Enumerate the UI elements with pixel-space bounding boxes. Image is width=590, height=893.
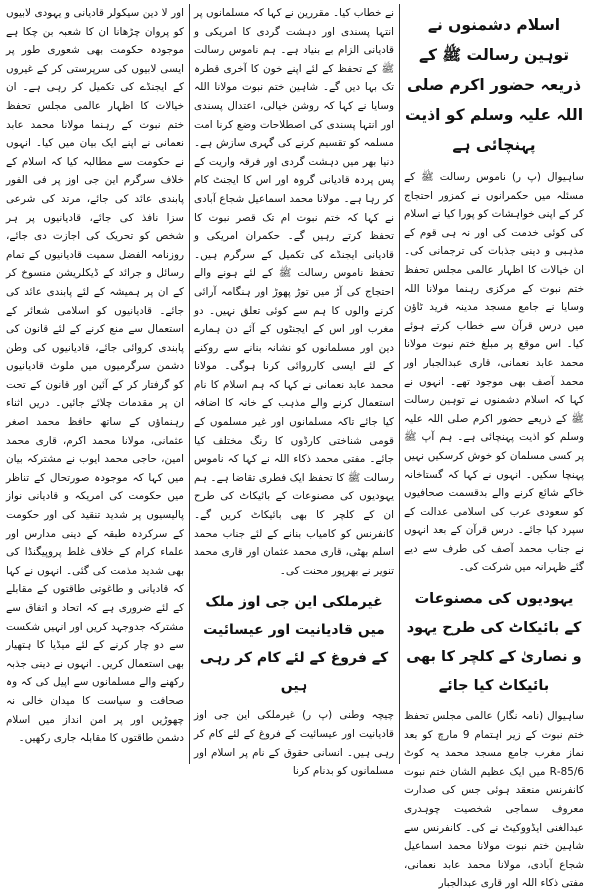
article-blasphemy-body: ساہیوال (پ ر) ناموس رسالت ﷺ کے مسئلہ میں حکمرانوں نے کمزور احتجاج کر کے اپنی خواہشات کو پورا کیا نے اسلام کی کوئی خدمت کی اور نہ ہی قوم کے مذہبی و دینی جذبات کی ترجمانی کی۔ ان خیالات کا اظہار عالمی مجلس تحفظ ختم نبوت کے مرکزی رہنما مولانا اللہ وسایا نے جامع مسجد مدینہ فرید ٹاؤن میں درس قرآن سے خطاب کرتے ہوئے کیا۔ اس موقع پر مبلغ ختم نبوت مولانا محمد عابد نعمانی، قاری عبدالجبار اور محمد آصف بھی موجود تھے۔ انہوں نے کہا کہ اسلام دشمنوں نے توہین رسالت ﷺ کے ذریعے حضور اکرم صلی اللہ علیہ وسلم کو اذیت پہنچائی ہے۔ ہم آپ ﷺ پر کسی مسلمان کو خوش کرسکیں نہیں پہنچا سکیں۔ انہوں نے کہا کہ گستاخانہ خاکے شائع کرنے والے بدقسمت صحافیوں کو سعودی عرب کی اسلامی عدالت کے سپرد کیا جائے۔ درس قرآن کے بعد انہوں نے جناب محمد آصف کی طرف سے دیے گئے ظہرانہ میں شرکت کی۔ xyxy=(404,171,584,574)
headline-blasphemy: اسلام دشمنوں نے توہین رسالت ﷺ کے ذریعہ حضور اکرم صلی اللہ علیہ وسلم کو اذیت پہنچائی ہے xyxy=(404,16,584,154)
column-divider xyxy=(189,4,190,764)
headline-ngos: غیرملکی این جی اوز ملک میں قادیانیت اور عیسائیت کے فروغ کے لئے کام کر رہی ہیں xyxy=(199,594,389,695)
article-ngos-body-continued: اور لا دین سیکولر قادیانی و یہودی لابیوں کو پروان چڑھانا ان کا شعبہ بن چکا ہے موجودہ حکومت بھی شعوری طور پر ایسی لابیوں کی سرپرستی کر کے غیروں کے ایجنڈے کی تکمیل کر رہی ہے۔ ان خیالات کا اظہار عالمی مجلس تحفظ ختم نبوت کے رہنما مولانا محمد عابد نعمانی نے اپنے ایک بیان میں کیا۔ انہوں نے حکومت سے مطالبہ کیا کہ اسلام کے خلاف سرگرم این جی اوز پر فی الفور پابندی عائد کی جائے، مرتد کی شرعی سزا نافذ کی جائے، قادیانیوں پر ہر شخص کو تحریک کی اجازت دی جائے، روزنامہ الفضل سمیت قادیانیوں کے تمام رسائل و جرائد کے ڈیکلریشن منسوخ کر کے ان پر ہمیشہ کے لئے پابندی عائد کی جائے۔ قادیانیوں کو اسلامی شعائر کے استعمال سے منع کرنے کے لئے قانون کی پابندی کروائی جائے، قادیانیوں کی وطن دشمن سرگرمیوں میں ملوث قادیانیوں کو گرفتار کر کے آئین اور قانون کے تحت ان پر مقدمات چلائے جائیں۔ دریں اثناء رہنماؤں کے ساتھ حافظ محمد اصغر عثمانی، مولانا محمد اکرم، قاری محمد امین، حاجی محمد ایوب نے مشترکہ بیان میں کہا کہ موجودہ صورتحال کے تناظر میں حکومت کی امریکہ و قادیانی نواز پالیسیوں پر شدید تنقید کی اور حکومت کے سرکردہ طبقہ کے دینی مدارس اور علماء کرام کے خلاف غلط پروپیگنڈا کی بھی شدید مذمت کی گئی۔ انہوں نے کہا کہ قادیانی و طاغوتی طاقتوں کے مقابلے کے لئے ضروری ہے کہ اتحاد و اتفاق سے مشترکہ جدوجہد کریں اور انہیں شکست سے دو چار کرنے کے لئے میڈیا کا ہتھیار بھی استعمال کریں۔ انہوں نے دینی جذبہ رکھنے والے مسلمانوں سے اپیل کی کہ وہ صحافت و سیاست کا میدان خالی نہ چھوڑیں اور پر امن انداز میں اسلام دشمن طاقتوں کا مقابلہ جاری رکھیں۔ xyxy=(6,7,184,745)
column-middle xyxy=(194,4,394,778)
column-left xyxy=(6,4,184,764)
headline-boycott: یہودیوں کی مصنوعات کے بائیکاٹ کی طرح یہود و نصاریٰ کے کلچر کا بھی بائیکاٹ کیا جائے xyxy=(406,591,582,695)
article-boycott-body-continued: نے خطاب کیا۔ مقررین نے کہا کہ مسلمانوں پر انتہا پسندی اور دہشت گردی کا امریکی و قادیانی الزام بے بنیاد ہے۔ ہم ناموس رسالت ﷺ کے تحفظ کے لئے اپنے خون کا آخری قطرہ تک بہا دیں گے۔ شاہین ختم نبوت مولانا اللہ وسایا نے کہا کہ روشن خیالی، اعتدال پسندی اور انتہا پسندی کی اصطلاحات وضع کرنا امت مسلمہ کو تقسیم کرنے کی گہری سازش ہے۔ دنیا بھر میں دہشت گردی اور فرقہ واریت کے پس پردہ قادیانی گروہ اور اس کا ایجنٹ کام کر رہا ہے۔ مولانا محمد اسماعیل شجاع آبادی نے کہا کہ ختم نبوت ام تک قصر نبوت کا تحفظ کرتے رہیں گے۔ حکمران امریکی و قادیانی ایجنڈے کی تکمیل کے سرگرم ہیں۔ تحفظ ناموس رسالت ﷺ کے لئے ہونے والے احتجاج کی آڑ میں توڑ پھوڑ اور ہنگامہ آرائی کرنے والوں کا ہم سے کوئی تعلق نہیں۔ دو مغرب اور اس کے ایجنٹوں کے آئے دن ہمارے دین اور مسلمانوں کو نشانہ بنانے سے روکنے کے لئے ایسی کارروائی کرنا ہوگی۔ مولانا محمد عابد نعمانی نے کہا کہ ہم اسلام کا نام استعمال کرنے والے مذہب کے خانہ کا اضافہ کیا جائے تاکہ مسلمانوں اور غیر مسلموں کے قومی شناختی کارڈوں کا رنگ مختلف کیا جائے۔ مفتی محمد ذکاء اللہ نے کہا کہ ناموس رسالت ﷺ کا تحفظ ایک فطری تقاضا ہے۔ ہم یہودیوں کی مصنوعات کے بائیکاٹ کی طرح ان کے کلچر کا بھی بائیکاٹ کریں گے۔ کانفرنس کو کامیاب بنانے کے لئے جناب محمد اسلم بھٹی، قاری محمد عثمان اور قاری محمد تنویر نے بھرپور محنت کی۔ xyxy=(194,7,394,577)
column-right xyxy=(404,4,584,890)
column-divider xyxy=(399,4,400,764)
article-boycott-body-start: ساہیوال (نامہ نگار) عالمی مجلس تحفظ ختم نبوت کے زیر اہتمام 9 مارچ کو بعد نماز مغرب جامع مسجد محمد یہ کوٹ 85/6-R میں ایک عظیم الشان ختم نبوت کانفرنس منعقد ہوئی جس کی صدارت معروف سماجی شخصیت چوہدری عبدالغنی ایڈووکیٹ نے کی۔ کانفرنس سے شاہین ختم نبوت مولانا محمد اسماعیل شجاع آبادی، مولانا محمد عابد نعمانی، مفتی ذکاء اللہ اور قاری عبدالجبار xyxy=(404,710,584,890)
article-ngos-body-start: چیچہ وطنی (پ ر) غیرملکی این جی اوز قادیانیت اور عیسائیت کے فروغ کے لئے کام کر رہی ہیں۔ انسانی حقوق کے نام پر اسلام اور مسلمانوں کو بدنام کرنا xyxy=(194,709,394,778)
